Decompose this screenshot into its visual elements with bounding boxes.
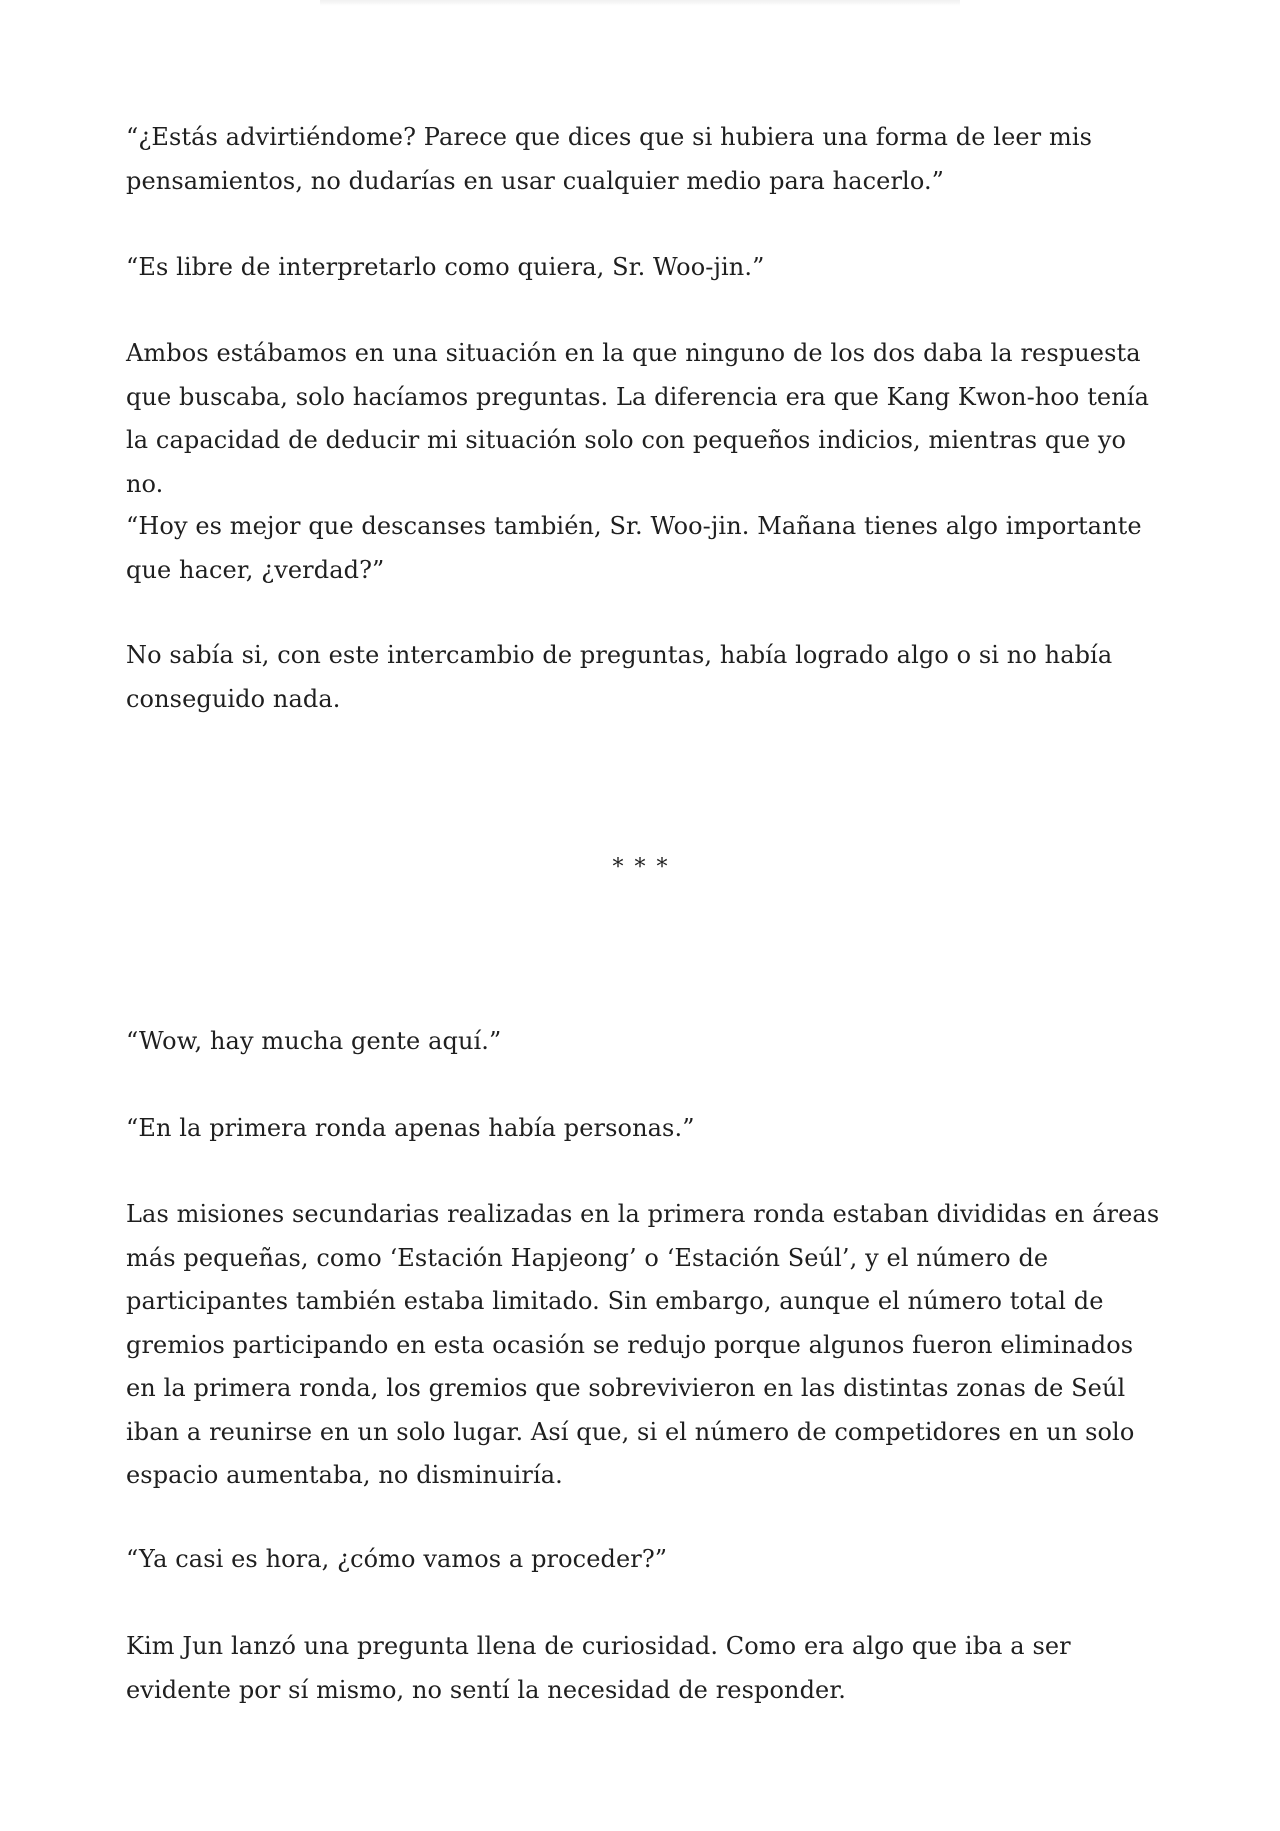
- paragraph: “¿Estás advirtiéndome? Parece que dices que si hubiera una forma de leer mis pensamientos, no dudarías en usar cualquier medio para hacerlo.”: [126, 123, 1093, 195]
- scene-break: * * *: [612, 855, 670, 880]
- paragraph: “Ya casi es hora, ¿cómo vamos a proceder?”: [126, 1545, 668, 1573]
- paragraph: “Es libre de interpretarlo como quiera, Sr. Woo-jin.”: [126, 253, 765, 281]
- paragraph: Ambos estábamos en una situación en la que ninguno de los dos daba la respuesta que buscaba, solo hacíamos preguntas. La diferencia era que Kang Kwon-hoo tenía la capacidad de deducir mi situación solo con pequeños indicios, mientras que yo no.: [126, 339, 1149, 498]
- paragraph: “Wow, hay mucha gente aquí.”: [126, 1027, 502, 1055]
- page-top-shadow: [320, 0, 960, 6]
- paragraph: “En la primera ronda apenas había personas.”: [126, 1114, 695, 1142]
- paragraph: Las misiones secundarias realizadas en la primera ronda estaban divididas en áreas más pequeñas, como ‘Estación Hapjeong’ o ‘Estación Seúl’, y el número de participantes también estaba limitado. Sin embargo, aunque el número total de gremios participando en esta ocasión se redujo porque algunos fueron eliminados en la primera ronda, los gremios que sobrevivieron en las distintas zonas de Seúl iban a reunirse en un solo lugar. Así que, si el número de competidores en un solo espacio aumentaba, no disminuiría.: [126, 1200, 1160, 1489]
- paragraph: “Hoy es mejor que descanses también, Sr. Woo-jin. Mañana tienes algo importante que hacer, ¿verdad?”: [126, 512, 1142, 584]
- paragraph: Kim Jun lanzó una pregunta llena de curiosidad. Como era algo que iba a ser evidente por sí mismo, no sentí la necesidad de responder.: [126, 1632, 1071, 1704]
- paragraph: No sabía si, con este intercambio de preguntas, había logrado algo o si no había conseguido nada.: [126, 641, 1113, 713]
